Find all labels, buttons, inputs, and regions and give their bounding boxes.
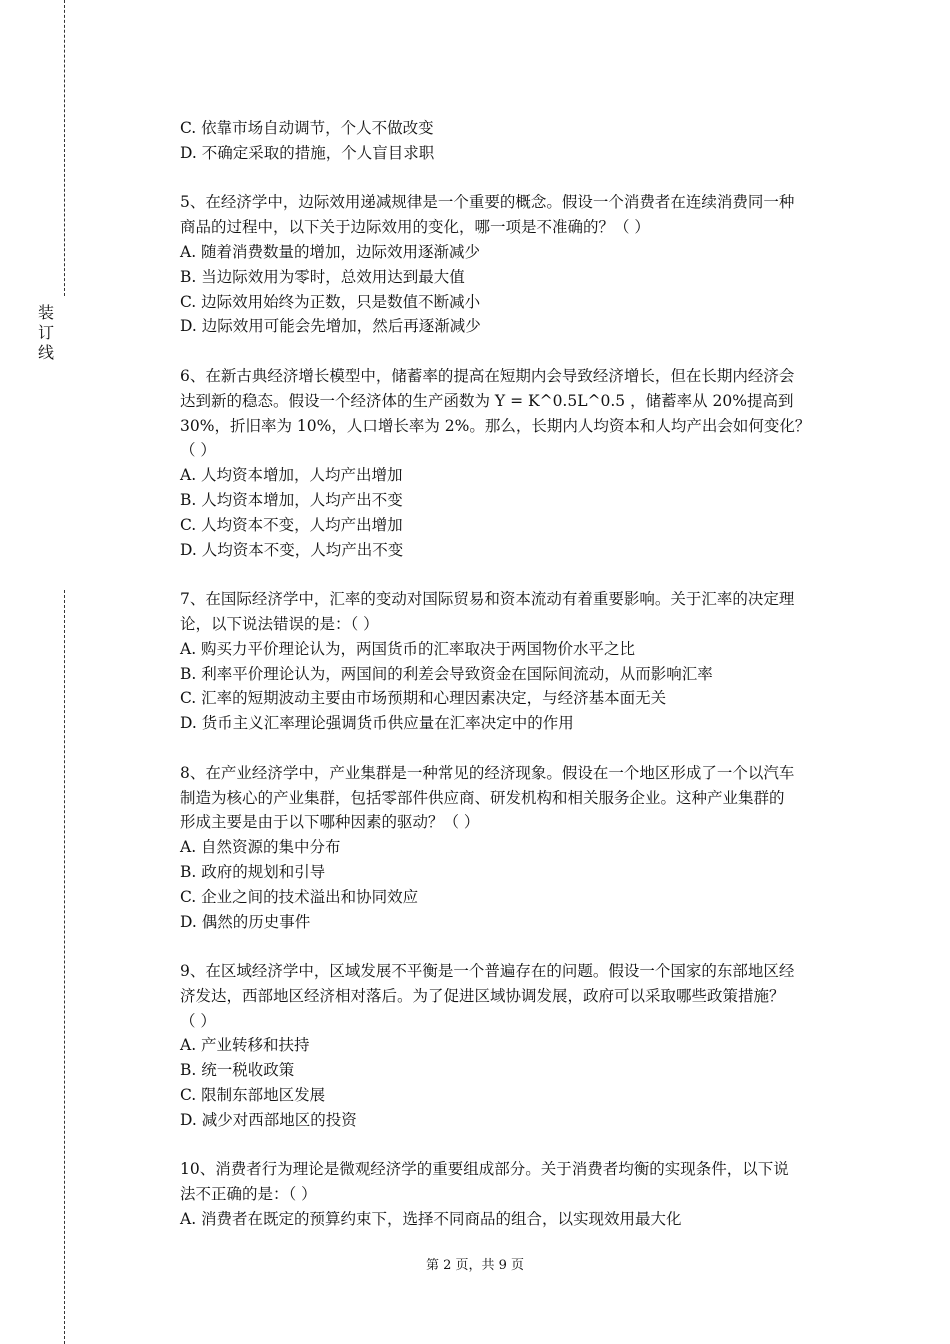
text-line: C. 依靠市场自动调节，个人不做改变 <box>180 119 434 137</box>
binding-line-top <box>64 0 65 296</box>
question-block <box>180 190 840 339</box>
block-gap <box>180 736 840 761</box>
question-block <box>180 761 840 935</box>
text-line: A. 消费者在既定的预算约束下，选择不同商品的组合，以实现效用最大化 <box>180 1210 682 1229</box>
question-content <box>180 116 840 1232</box>
question-block <box>180 364 840 562</box>
text-line: B. 利率平价理论认为，两国间的利差会导致资金在国际间流动，从而影响汇率 <box>180 664 713 683</box>
text-line: 济发达，西部地区经济相对落后。为了促进区域协调发展，政府可以采取哪些政策措施？ <box>180 986 785 1005</box>
text-line: B. 政府的规划和引导 <box>180 862 326 881</box>
binding-char: 线 <box>37 343 54 362</box>
text-line: C. 汇率的短期波动主要由市场预期和心理因素决定，与经济基本面无关 <box>180 689 667 708</box>
question-block <box>180 116 840 166</box>
text-line: 7、在国际经济学中，汇率的变动对国际贸易和资本流动有着重要影响。关于汇率的决定理 <box>180 590 795 609</box>
block-gap <box>180 1133 840 1158</box>
text-line: B. 统一税收政策 <box>180 1061 295 1080</box>
text-line: A. 购买力平价理论认为，两国货币的汇率取决于两国物价水平之比 <box>180 639 636 658</box>
text-line: 30%，折旧率为 10%，人口增长率为 2%。那么，长期内人均资本和人均产出会如何变化？ <box>180 416 811 435</box>
text-line: （ ） <box>180 441 216 460</box>
text-line: 10、消费者行为理论是微观经济学的重要组成部分。关于消费者均衡的实现条件，以下说 <box>180 1160 789 1179</box>
text-line: D. 减少对西部地区的投资 <box>180 1110 357 1129</box>
binding-label <box>36 303 56 363</box>
binding-char: 订 <box>37 323 54 342</box>
question-block <box>180 1157 840 1231</box>
block-gap <box>180 166 840 191</box>
block-gap <box>180 562 840 587</box>
text-line: 制造为核心的产业集群，包括零部件供应商、研发机构和相关服务企业。这种产业集群的 <box>180 788 785 807</box>
text-line: D. 不确定采取的措施，个人盲目求职 <box>180 143 435 162</box>
text-line: D. 偶然的历史事件 <box>180 912 311 931</box>
text-line: 法不正确的是：（ ） <box>180 1185 317 1204</box>
question-block <box>180 587 840 736</box>
text-line: C. 企业之间的技术溢出和协同效应 <box>180 887 419 906</box>
text-line: B. 当边际效用为零时，总效用达到最大值 <box>180 267 465 286</box>
text-line: A. 人均资本增加，人均产出增加 <box>180 466 403 485</box>
question-block <box>180 959 840 1133</box>
text-line: 论，以下说法错误的是：（ ） <box>180 614 379 633</box>
text-line: 6、在新古典经济增长模型中，储蓄率的提高在短期内会导致经济增长，但在长期内经济会 <box>180 366 795 385</box>
text-line: 9、在区域经济学中，区域发展不平衡是一个普遍存在的问题。假设一个国家的东部地区经 <box>180 962 795 981</box>
text-line: 形成主要是由于以下哪种因素的驱动？（ ） <box>180 813 480 832</box>
text-line: 达到新的稳态。假设一个经济体的生产函数为 Y = K^0.5L^0.5 ，储蓄率从 20%提高到 <box>180 391 794 410</box>
block-gap <box>180 934 840 959</box>
text-line: C. 边际效用始终为正数，只是数值不断减小 <box>180 292 481 311</box>
text-line: B. 人均资本增加，人均产出不变 <box>180 490 403 509</box>
text-line: D. 货币主义汇率理论强调货币供应量在汇率决定中的作用 <box>180 714 574 733</box>
text-line: 8、在产业经济学中，产业集群是一种常见的经济现象。假设在一个地区形成了一个以汽车 <box>180 763 795 782</box>
page-footer: 第 2 页，共 9 页 <box>425 1258 525 1273</box>
text-line: D. 边际效用可能会先增加，然后再逐渐减少 <box>180 317 481 336</box>
text-line: C. 限制东部地区发展 <box>180 1086 326 1105</box>
block-gap <box>180 339 840 364</box>
text-line: A. 随着消费数量的增加，边际效用逐渐减少 <box>180 242 481 261</box>
text-line: 5、在经济学中，边际效用递减规律是一个重要的概念。假设一个消费者在连续消费同一种 <box>180 193 795 212</box>
text-line: A. 自然资源的集中分布 <box>180 838 341 857</box>
text-line: D. 人均资本不变，人均产出不变 <box>180 540 404 559</box>
text-line: A. 产业转移和扶持 <box>180 1036 310 1055</box>
text-line: 商品的过程中，以下关于边际效用的变化，哪一项是不准确的？（ ） <box>180 218 650 237</box>
text-line: C. 人均资本不变，人均产出增加 <box>180 515 403 534</box>
text-line: （ ） <box>180 1011 216 1030</box>
binding-line-bottom <box>64 590 65 1344</box>
binding-char: 装 <box>37 303 54 322</box>
